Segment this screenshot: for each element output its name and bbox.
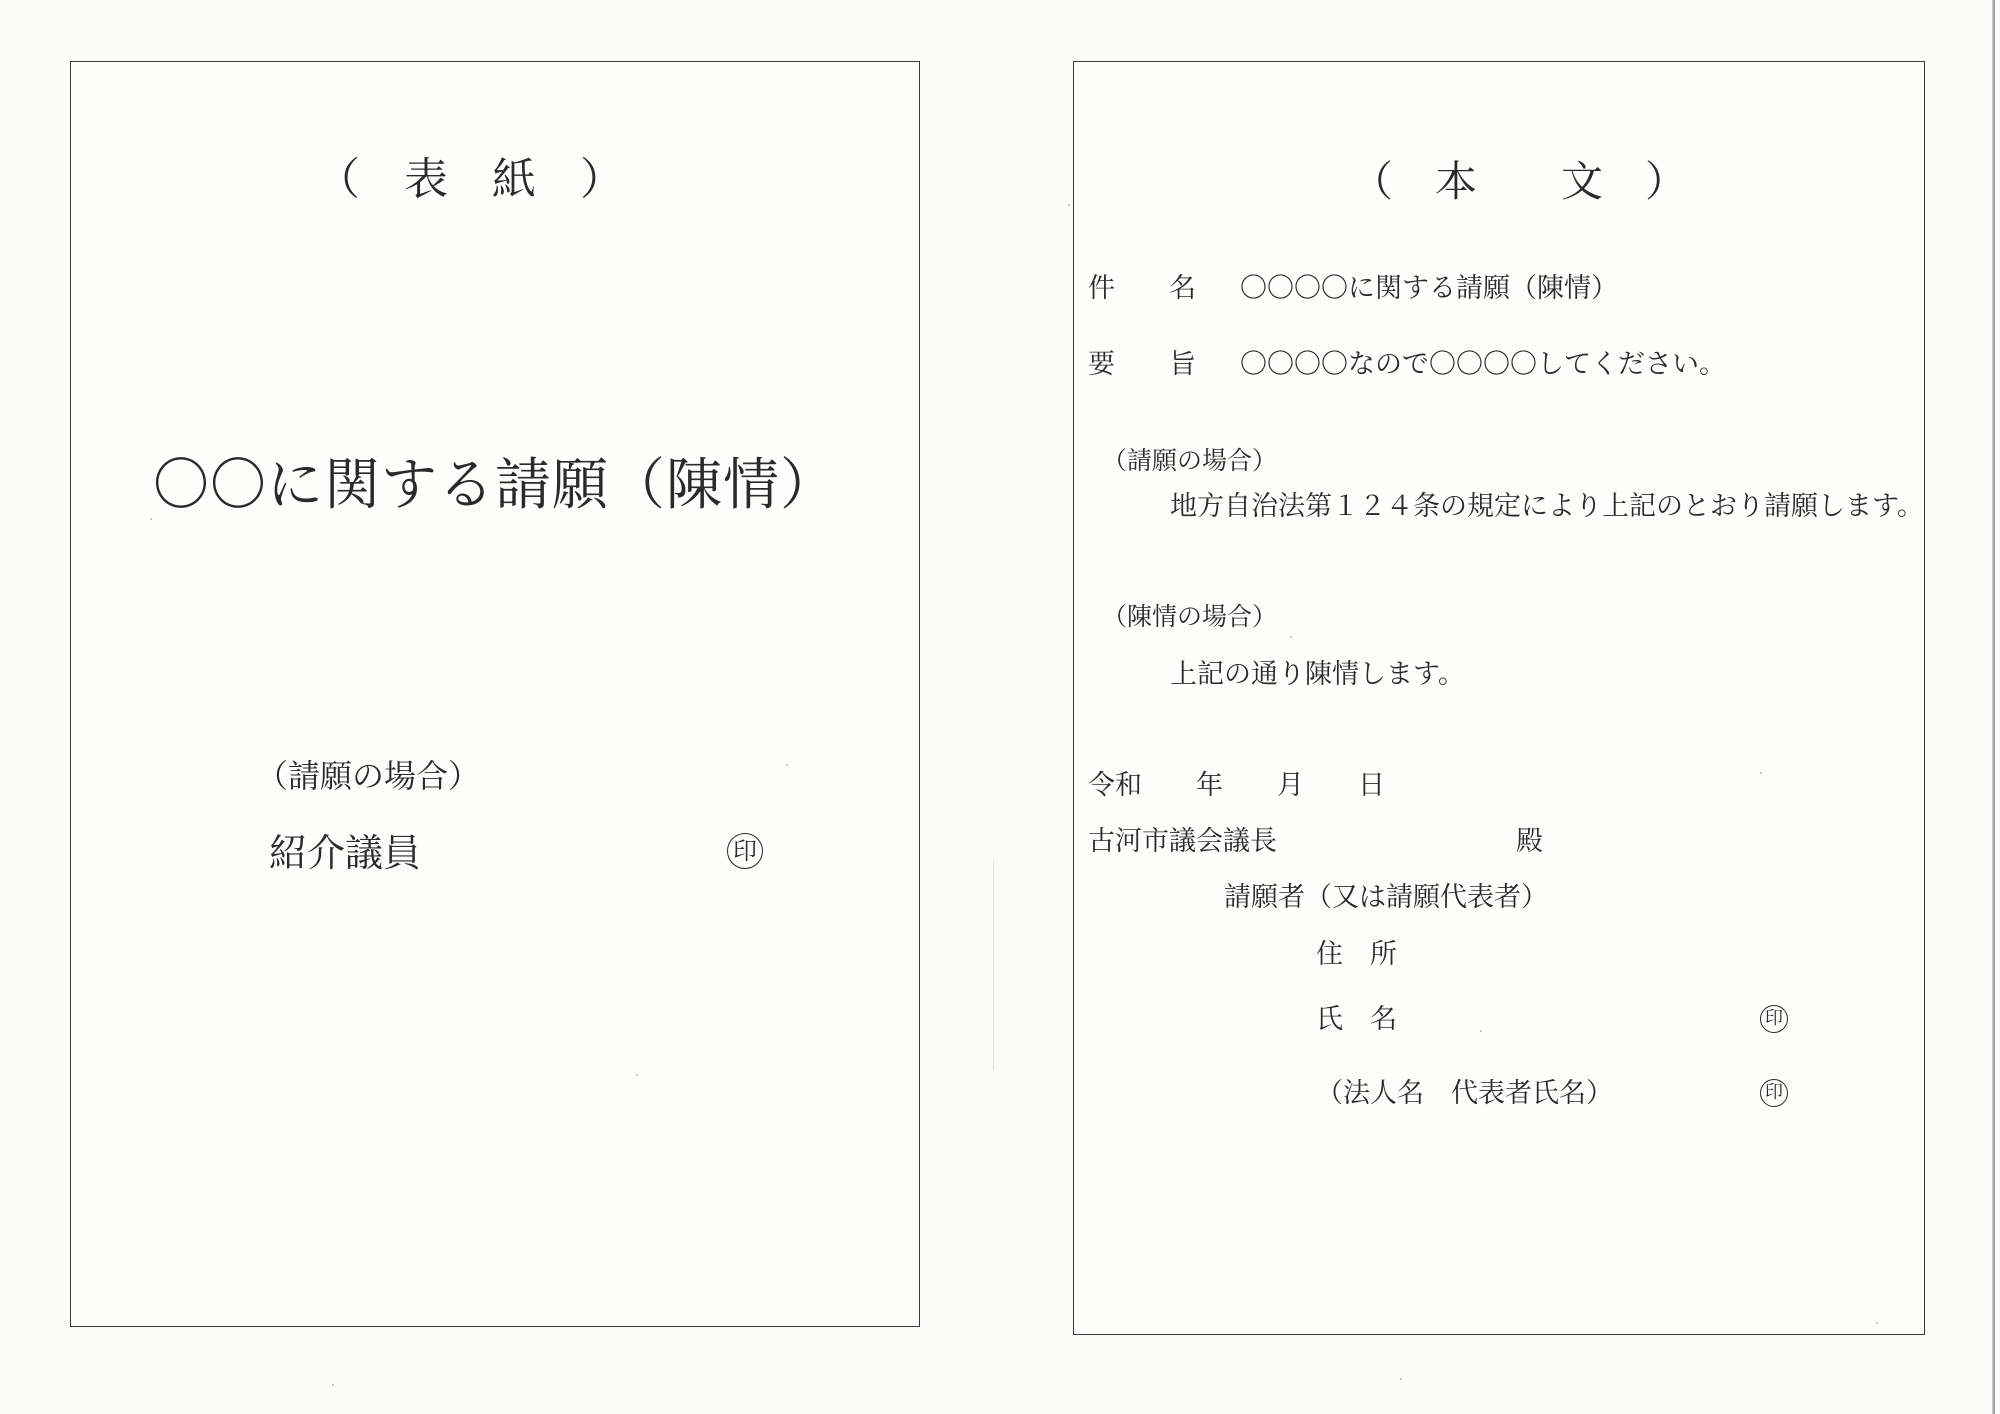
body-page: [1073, 61, 1925, 1335]
corporate-label: （法人名 代表者氏名）: [1316, 1078, 1613, 1109]
appeal-case-label: （陳情の場合）: [1102, 602, 1278, 631]
addressee: 古河市議会議長: [1088, 826, 1277, 857]
summary-label: 要 旨: [1088, 349, 1196, 380]
scan-speck: [1876, 1322, 1878, 1324]
cover-heading: （ 表 紙 ）: [316, 154, 624, 205]
scan-speck: [332, 1384, 334, 1386]
honorific: 殿: [1516, 826, 1543, 857]
fold-line: [993, 860, 994, 1070]
scan-speck: [1400, 1378, 1402, 1380]
scan-speck: [636, 1074, 638, 1076]
page-edge-shadow: [1992, 0, 1995, 1414]
cover-title: 〇〇に関する請願（陳情）: [153, 453, 837, 518]
subject-label: 件 名: [1088, 273, 1196, 304]
address-label: 住 所: [1316, 939, 1397, 970]
subject-value: 〇〇〇〇に関する請願（陳情）: [1240, 273, 1618, 304]
appeal-text: 上記の通り陳情します。: [1170, 659, 1465, 690]
body-heading: （ 本 文 ）: [1351, 157, 1688, 206]
scan-speck: [786, 764, 788, 766]
scan-speck: [1068, 204, 1070, 206]
cover-petition-case-label: （請願の場合）: [256, 757, 481, 795]
petition-case-label: （請願の場合）: [1102, 446, 1278, 475]
scan-speck: [1760, 772, 1762, 774]
petition-text: 地方自治法第１２４条の規定により上記のとおり請願します。: [1170, 491, 1924, 522]
seal-mark: 印: [727, 833, 763, 869]
petitioner-label: 請願者（又は請願代表者）: [1224, 882, 1548, 913]
introducer-label: 紹介議員: [269, 831, 422, 875]
seal-mark: 印: [1760, 1005, 1788, 1033]
cover-page: [70, 61, 920, 1327]
scan-speck: [1290, 636, 1292, 638]
scan-speck: [150, 518, 152, 520]
name-label: 氏 名: [1316, 1004, 1397, 1035]
summary-value: 〇〇〇〇なので〇〇〇〇してください。: [1240, 349, 1726, 380]
scan-speck: [1480, 1030, 1482, 1032]
date-line: 令和 年 月 日: [1088, 770, 1385, 801]
seal-mark: 印: [1760, 1079, 1788, 1107]
